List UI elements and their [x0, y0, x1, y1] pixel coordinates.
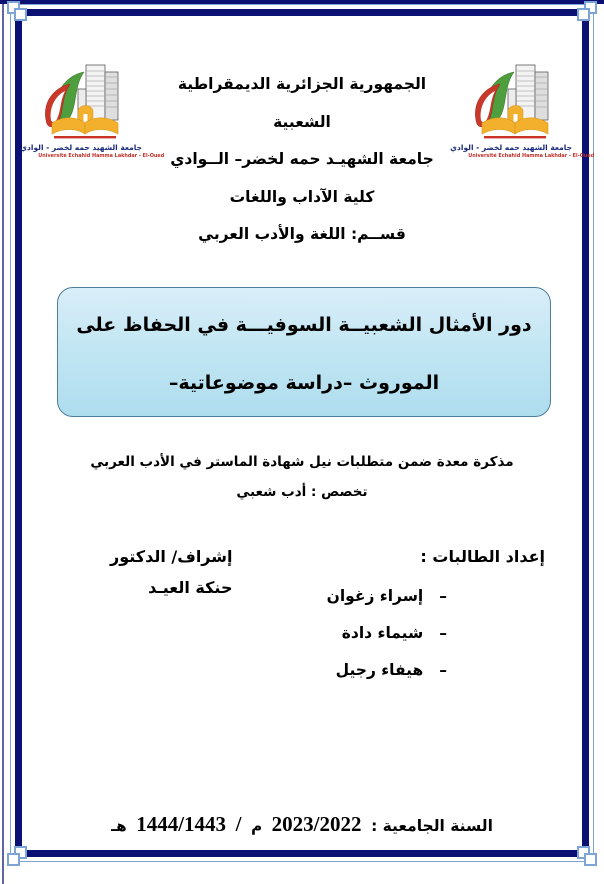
university-logo-right	[450, 62, 595, 161]
outer-left-rule	[2, 0, 4, 884]
university-logo-graphic	[460, 62, 570, 142]
corner-ornament-square	[7, 853, 20, 866]
header-line-faculty: كلية الآداب واللغات	[229, 187, 375, 206]
logo-caption-arabic: جامعة الشهيد حمه لخضر - الوادي	[20, 143, 142, 152]
student-list-item	[327, 615, 545, 652]
corner-ornament-square	[584, 853, 597, 866]
list-dash: –	[439, 661, 447, 679]
hijri-year-suffix: هـ	[111, 817, 127, 835]
university-logo-left	[20, 62, 165, 161]
academic-year-line	[0, 812, 604, 837]
gregorian-year: 2023/2022	[271, 812, 362, 836]
header-line-university: جامعة الشهيـد حمه لخضر– الــوادي	[170, 150, 434, 168]
logo-caption-arabic: جامعة الشهيد حمه لخضر - الوادي	[450, 143, 572, 152]
gregorian-year-suffix: م	[251, 817, 263, 835]
institution-header	[148, 66, 456, 254]
year-separator: /	[235, 812, 242, 836]
logo-caption-french: Université Echahid Hamma Lakhdar - El-Oued	[38, 153, 165, 159]
corner-ornament-square	[14, 8, 27, 21]
supervisor-block	[110, 546, 232, 689]
logo-caption-french: Université Echahid Hamma Lakhdar - El-Oued	[468, 153, 595, 159]
students-heading: إعداد الطالبات :	[420, 547, 545, 566]
memoir-requirement-line: مذكرة معدة ضمن متطلبات نيل شهادة الماستر في الأدب العربي	[90, 454, 514, 470]
students-list	[327, 578, 545, 689]
header-line-republic: الجمهورية الجزائرية الديمقراطية الشعبية	[177, 75, 427, 131]
hijri-year: 1444/1443	[136, 812, 227, 836]
academic-year-label: السنة الجامعية :	[371, 817, 493, 835]
list-dash: –	[439, 624, 447, 642]
supervisor-heading: إشراف/ الدكتور	[110, 547, 233, 566]
thesis-title-box	[57, 287, 551, 417]
students-block	[327, 546, 545, 689]
thesis-title-line-2: الموروث –دراسة موضوعاتية–	[168, 372, 440, 394]
memoir-specialty-line: تخصص : أدب شعبي	[236, 484, 368, 500]
student-name: شيماء دادة	[341, 624, 424, 642]
corner-ornament-square	[577, 8, 590, 21]
supervisor-name: حنكة العيـد	[148, 578, 233, 597]
student-name: إسراء زغوان	[326, 587, 424, 605]
student-name: هيفاء رجيل	[335, 661, 424, 679]
preparation-section	[60, 546, 545, 689]
header-line-department: قســم: اللغة والأدب العربي	[198, 225, 406, 243]
student-list-item	[327, 652, 545, 689]
memoir-statement	[40, 450, 564, 504]
university-logo-graphic	[30, 62, 140, 142]
list-dash: –	[439, 587, 447, 605]
student-list-item	[327, 578, 545, 615]
thesis-title-line-1: دور الأمثال الشعبيــة السوفيـــة في الحفاظ على	[76, 314, 532, 336]
